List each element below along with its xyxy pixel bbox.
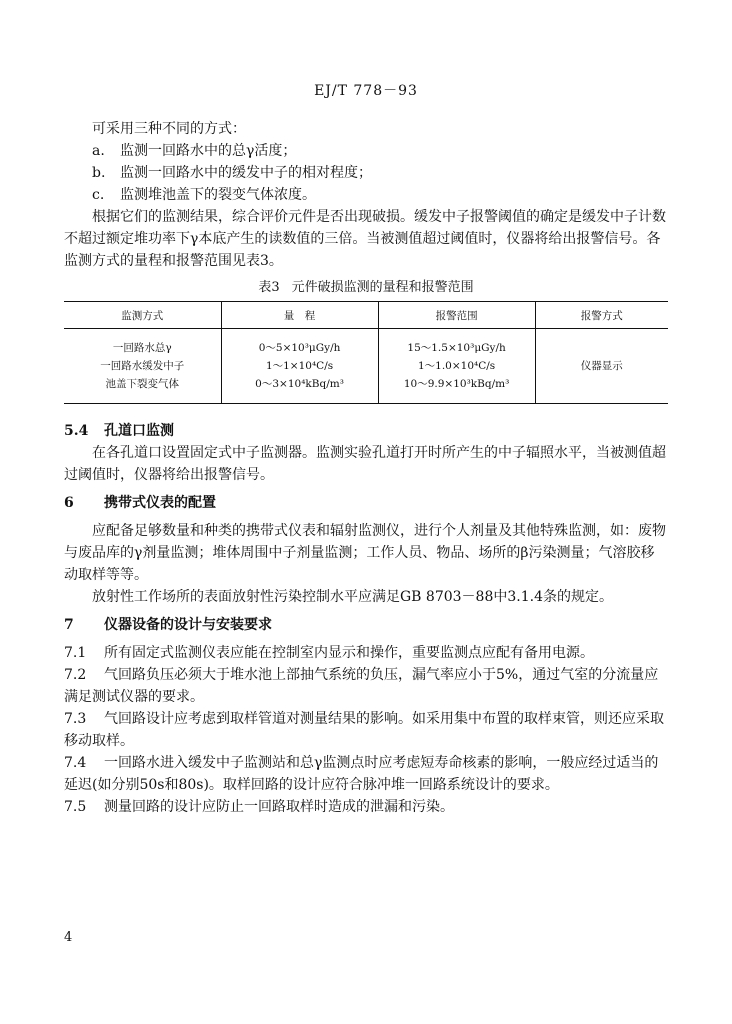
table-header-cell: 报警方式 [535, 302, 668, 329]
intro-line: 可采用三种不同的方式： [92, 121, 246, 137]
list-text: 监测一回路水中的缓发中子的相对程度； [120, 165, 372, 181]
range-value: 0～5×10³μGy/h [258, 342, 341, 354]
alarm-mode-value: 仪器显示 [580, 360, 623, 372]
clause-text: 测量回路的设计应防止一回路取样时造成的泄漏和污染。 [104, 799, 454, 815]
clause-7-1 [64, 642, 668, 664]
list-item-a [64, 140, 668, 162]
section-5-4-text: 在各孔道口设置固定式中子监测器。监测实验孔道打开时所产生的中子辐照水平，当被测值超过阈值时，仪器将给出报警信号。 [64, 445, 666, 483]
table-number: 表3 [258, 280, 280, 295]
list-label: a. [92, 143, 105, 159]
table-header-row [64, 302, 668, 329]
section-title: 携带式仪表的配置 [104, 495, 216, 511]
monitoring-range-table [64, 301, 668, 404]
range-cell [221, 329, 378, 404]
method-value: 池盖下裂变气体 [105, 378, 180, 390]
clause-number: 7.1 [64, 645, 87, 661]
method-value: 一回路水缓发中子 [100, 360, 185, 372]
alarm-range-value: 15～1.5×10³μGy/h [407, 342, 506, 354]
list-label: b. [92, 165, 106, 181]
clause-number: 7.4 [64, 755, 87, 771]
section-6-heading [64, 492, 668, 514]
clause-number: 7.3 [64, 711, 87, 727]
list-text: 监测一回路水中的总γ活度； [120, 143, 297, 159]
range-value: 0～3×10⁴kBq/m³ [255, 378, 344, 390]
section-6-paragraph-2: 放射性工作场所的表面放射性污染控制水平应满足GB 8703－88中3.1.4条的规定。 [92, 589, 613, 605]
range-value: 1～1×10⁴C/s [265, 360, 334, 372]
page-number: 4 [64, 930, 73, 945]
clause-text: 气回路负压必须大于堆水池上部抽气系统的负压，漏气率应小于5%，通过气室的分流量应满足测试仪器的要求。 [64, 667, 659, 705]
section-6-paragraph-1: 应配备足够数量和种类的携带式仪表和辐射监测仪，进行个人剂量及其他特殊监测，如：废物与废品库的γ剂量监测；堆体周围中子剂量监测；工作人员、物品、场所的β污染测量；气溶胶移动取样等等。 [64, 523, 666, 583]
table-title: 元件破损监测的量程和报警范围 [291, 280, 474, 295]
table-header-cell: 报警范围 [378, 302, 535, 329]
section-title: 孔道口监测 [104, 423, 174, 439]
section-number: 7 [64, 617, 74, 633]
table-row [64, 329, 668, 404]
section-number: 6 [64, 495, 74, 511]
alarm-range-value: 10～9.9×10³kBq/m³ [403, 378, 510, 390]
alarm-mode-cell [535, 329, 668, 404]
section-number: 5.4 [64, 423, 89, 439]
list-item-b [64, 162, 668, 184]
table-caption [64, 276, 668, 295]
clause-7-3 [64, 708, 668, 752]
document-header: EJ/T 778－93 [314, 83, 418, 99]
clause-number: 7.5 [64, 799, 87, 815]
alarm-range-cell [378, 329, 535, 404]
intro-paragraph: 根据它们的监测结果，综合评价元件是否出现破损。缓发中子报警阈值的确定是缓发中子计数不超过额定堆功率下γ本底产生的读数值的三倍。当被测值超过阈值时，仪器将给出报警信号。各监测方式的量程和报警范围见表3。 [64, 209, 666, 269]
clause-number: 7.2 [64, 667, 87, 683]
clause-text: 所有固定式监测仪表应能在控制室内显示和操作，重要监测点应配有备用电源。 [104, 645, 594, 661]
page-content [64, 118, 668, 818]
method-cell [64, 329, 221, 404]
clause-7-2 [64, 664, 668, 708]
list-label: c. [92, 187, 105, 203]
section-title: 仪器设备的设计与安装要求 [104, 617, 272, 633]
clause-text: 气回路设计应考虑到取样管道对测量结果的影响。如采用集中布置的取样束管，则还应采取移动取样。 [64, 711, 664, 749]
table-header-cell: 监测方式 [64, 302, 221, 329]
method-value: 一回路水总γ [112, 342, 172, 354]
section-5-4-heading [64, 420, 668, 442]
list-text: 监测堆池盖下的裂变气体浓度。 [120, 187, 316, 203]
clause-7-4 [64, 752, 668, 796]
clause-text: 一回路水进入缓发中子监测站和总γ监测点时应考虑短寿命核素的影响，一般应经过适当的延迟(如分别50s和80s)。取样回路的设计应符合脉冲堆一回路系统设计的要求。 [64, 755, 659, 793]
section-7-heading [64, 614, 668, 636]
list-item-c [64, 184, 668, 206]
clause-7-5 [64, 796, 668, 818]
table-header-cell: 量 程 [221, 302, 378, 329]
alarm-range-value: 1～1.0×10⁴C/s [417, 360, 496, 372]
